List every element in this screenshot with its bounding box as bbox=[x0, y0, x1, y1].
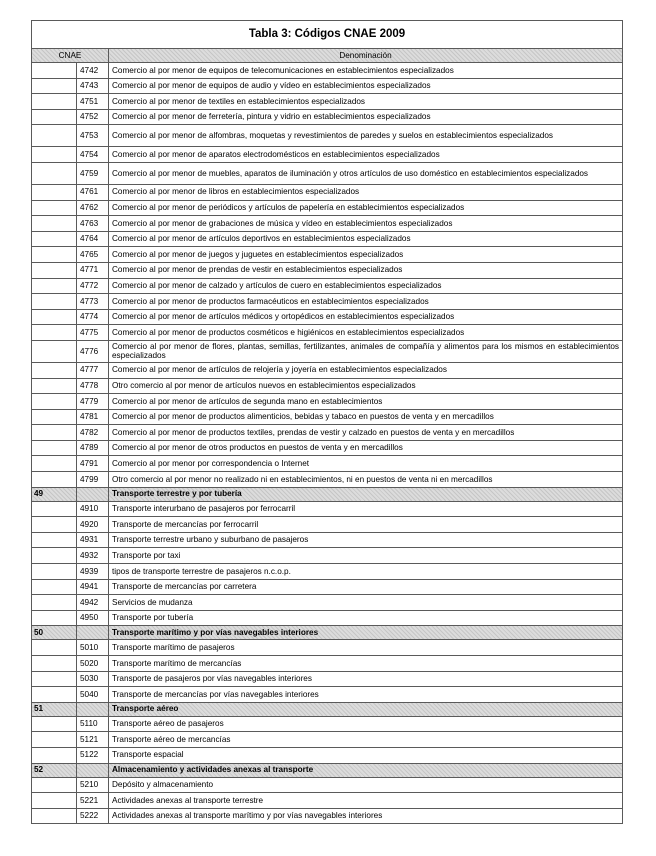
class-code: 5020 bbox=[77, 656, 109, 672]
class-code: 4764 bbox=[77, 231, 109, 247]
division-cell bbox=[32, 640, 77, 656]
division-cell bbox=[32, 278, 77, 294]
division-cell bbox=[32, 231, 77, 247]
division-code: 51 bbox=[32, 702, 77, 716]
table-row bbox=[32, 456, 623, 472]
class-description: Comercio al por menor de grabaciones de música y vídeo en establecimientos especializados bbox=[109, 216, 623, 232]
division-code: 50 bbox=[32, 626, 77, 640]
class-description: Comercio al por menor de calzado y artículos de cuero en establecimientos especializados bbox=[109, 278, 623, 294]
division-name: Transporte aéreo bbox=[109, 702, 623, 716]
class-description: Servicios de mudanza bbox=[109, 595, 623, 611]
class-code: 4910 bbox=[77, 501, 109, 517]
division-cell bbox=[32, 247, 77, 263]
class-description: Actividades anexas al transporte marítimo y por vías navegables interiores bbox=[109, 808, 623, 824]
division-cell bbox=[32, 294, 77, 310]
table-row bbox=[32, 378, 623, 394]
class-code: 4762 bbox=[77, 200, 109, 216]
group-row bbox=[32, 487, 623, 501]
class-description: Transporte por taxi bbox=[109, 548, 623, 564]
class-code: 4759 bbox=[77, 162, 109, 184]
division-code-empty bbox=[77, 626, 109, 640]
division-cell bbox=[32, 777, 77, 793]
table-row bbox=[32, 501, 623, 517]
table-row bbox=[32, 325, 623, 341]
group-row bbox=[32, 763, 623, 777]
division-cell bbox=[32, 564, 77, 580]
table-row bbox=[32, 793, 623, 809]
class-code: 4779 bbox=[77, 394, 109, 410]
class-code: 4753 bbox=[77, 125, 109, 147]
table-row bbox=[32, 687, 623, 703]
class-description: Transporte de mercancías por ferrocarril bbox=[109, 517, 623, 533]
class-code: 5010 bbox=[77, 640, 109, 656]
division-cell bbox=[32, 378, 77, 394]
division-cell bbox=[32, 200, 77, 216]
class-code: 4939 bbox=[77, 564, 109, 580]
class-code: 4773 bbox=[77, 294, 109, 310]
class-code: 4754 bbox=[77, 147, 109, 163]
class-code: 4791 bbox=[77, 456, 109, 472]
class-code: 4776 bbox=[77, 340, 109, 362]
division-cell bbox=[32, 656, 77, 672]
class-description: Comercio al por menor de productos textiles, prendas de vestir y calzado en puestos de venta y en mercadillos bbox=[109, 425, 623, 441]
division-cell bbox=[32, 216, 77, 232]
class-code: 4742 bbox=[77, 63, 109, 79]
class-description: Comercio al por menor de otros productos en puestos de venta y en mercadillos bbox=[109, 440, 623, 456]
header-row bbox=[32, 49, 623, 63]
class-code: 4778 bbox=[77, 378, 109, 394]
table-row bbox=[32, 671, 623, 687]
division-cell bbox=[32, 63, 77, 79]
class-code: 4775 bbox=[77, 325, 109, 341]
class-code: 5121 bbox=[77, 732, 109, 748]
class-code: 4752 bbox=[77, 109, 109, 125]
table-row bbox=[32, 595, 623, 611]
division-cell bbox=[32, 595, 77, 611]
table-row bbox=[32, 262, 623, 278]
division-cell bbox=[32, 548, 77, 564]
class-description: Transporte terrestre urbano y suburbano de pasajeros bbox=[109, 532, 623, 548]
class-description: Depósito y almacenamiento bbox=[109, 777, 623, 793]
document-page bbox=[31, 20, 622, 824]
class-description: Transporte interurbano de pasajeros por ferrocarril bbox=[109, 501, 623, 517]
division-cell bbox=[32, 747, 77, 763]
class-code: 4765 bbox=[77, 247, 109, 263]
group-row bbox=[32, 626, 623, 640]
table-row bbox=[32, 532, 623, 548]
division-cell bbox=[32, 78, 77, 94]
division-cell bbox=[32, 394, 77, 410]
division-cell bbox=[32, 325, 77, 341]
division-cell bbox=[32, 109, 77, 125]
class-description: Transporte espacial bbox=[109, 747, 623, 763]
division-code: 49 bbox=[32, 487, 77, 501]
division-cell bbox=[32, 440, 77, 456]
header-cnae: CNAE bbox=[32, 49, 109, 63]
class-code: 4743 bbox=[77, 78, 109, 94]
class-description: Actividades anexas al transporte terrestre bbox=[109, 793, 623, 809]
division-cell bbox=[32, 456, 77, 472]
division-cell bbox=[32, 532, 77, 548]
class-description: Transporte de pasajeros por vías navegables interiores bbox=[109, 671, 623, 687]
division-name: Transporte terrestre y por tubería bbox=[109, 487, 623, 501]
class-description: Comercio al por menor de artículos de relojería y joyería en establecimientos especializados bbox=[109, 362, 623, 378]
class-code: 4781 bbox=[77, 409, 109, 425]
class-code: 5221 bbox=[77, 793, 109, 809]
division-name: Almacenamiento y actividades anexas al transporte bbox=[109, 763, 623, 777]
class-description: Comercio al por menor de libros en establecimientos especializados bbox=[109, 184, 623, 200]
division-cell bbox=[32, 147, 77, 163]
class-description: Transporte de mercancías por carretera bbox=[109, 579, 623, 595]
class-description: Transporte por tubería bbox=[109, 610, 623, 626]
table-row bbox=[32, 63, 623, 79]
class-code: 4761 bbox=[77, 184, 109, 200]
table-row bbox=[32, 200, 623, 216]
division-cell bbox=[32, 501, 77, 517]
table-row bbox=[32, 184, 623, 200]
class-description: Transporte marítimo de pasajeros bbox=[109, 640, 623, 656]
class-code: 4772 bbox=[77, 278, 109, 294]
class-description: Comercio al por menor de ferretería, pintura y vidrio en establecimientos especializados bbox=[109, 109, 623, 125]
division-cell bbox=[32, 732, 77, 748]
table-row bbox=[32, 231, 623, 247]
class-description: Comercio al por menor de artículos de segunda mano en establecimientos bbox=[109, 394, 623, 410]
cnae-table bbox=[31, 20, 623, 824]
table-row bbox=[32, 216, 623, 232]
division-cell bbox=[32, 610, 77, 626]
division-cell bbox=[32, 808, 77, 824]
table-row bbox=[32, 125, 623, 147]
class-code: 4789 bbox=[77, 440, 109, 456]
class-description: Transporte aéreo de pasajeros bbox=[109, 716, 623, 732]
table-row bbox=[32, 340, 623, 362]
table-row bbox=[32, 278, 623, 294]
class-code: 4799 bbox=[77, 472, 109, 488]
class-description: Otro comercio al por menor de artículos nuevos en establecimientos especializados bbox=[109, 378, 623, 394]
table-row bbox=[32, 548, 623, 564]
division-cell bbox=[32, 362, 77, 378]
division-cell bbox=[32, 517, 77, 533]
class-description: tipos de transporte terrestre de pasajeros n.c.o.p. bbox=[109, 564, 623, 580]
table-row bbox=[32, 640, 623, 656]
class-code: 5040 bbox=[77, 687, 109, 703]
division-cell bbox=[32, 162, 77, 184]
class-description: Comercio al por menor de prendas de vestir en establecimientos especializados bbox=[109, 262, 623, 278]
class-code: 4771 bbox=[77, 262, 109, 278]
table-row bbox=[32, 147, 623, 163]
table-row bbox=[32, 309, 623, 325]
division-code-empty bbox=[77, 763, 109, 777]
class-code: 4942 bbox=[77, 595, 109, 611]
class-code: 4774 bbox=[77, 309, 109, 325]
table-row bbox=[32, 564, 623, 580]
class-code: 5222 bbox=[77, 808, 109, 824]
table-row bbox=[32, 777, 623, 793]
group-row bbox=[32, 702, 623, 716]
table-row bbox=[32, 579, 623, 595]
class-description: Comercio al por menor de textiles en establecimientos especializados bbox=[109, 94, 623, 110]
table-row bbox=[32, 409, 623, 425]
class-description: Comercio al por menor de flores, plantas, semillas, fertilizantes, animales de compañía y alimentos para los mismos en establecimientos especializados bbox=[109, 340, 623, 362]
class-code: 5110 bbox=[77, 716, 109, 732]
class-code: 5030 bbox=[77, 671, 109, 687]
division-cell bbox=[32, 425, 77, 441]
table-row bbox=[32, 472, 623, 488]
class-code: 4920 bbox=[77, 517, 109, 533]
division-cell bbox=[32, 409, 77, 425]
class-description: Comercio al por menor de periódicos y artículos de papelería en establecimientos especializados bbox=[109, 200, 623, 216]
division-cell bbox=[32, 472, 77, 488]
class-description: Comercio al por menor de productos alimenticios, bebidas y tabaco en puestos de venta y en mercadillos bbox=[109, 409, 623, 425]
class-description: Transporte aéreo de mercancías bbox=[109, 732, 623, 748]
table-row bbox=[32, 656, 623, 672]
class-code: 4777 bbox=[77, 362, 109, 378]
class-description: Comercio al por menor de equipos de audio y vídeo en establecimientos especializados bbox=[109, 78, 623, 94]
class-code: 4751 bbox=[77, 94, 109, 110]
class-description: Comercio al por menor de productos cosméticos e higiénicos en establecimientos especializados bbox=[109, 325, 623, 341]
table-row bbox=[32, 440, 623, 456]
class-code: 4763 bbox=[77, 216, 109, 232]
table-row bbox=[32, 362, 623, 378]
division-cell bbox=[32, 184, 77, 200]
table-row bbox=[32, 294, 623, 310]
class-description: Transporte de mercancías por vías navegables interiores bbox=[109, 687, 623, 703]
table-row bbox=[32, 78, 623, 94]
division-cell bbox=[32, 262, 77, 278]
table-row bbox=[32, 109, 623, 125]
class-description: Otro comercio al por menor no realizado ni en establecimientos, ni en puestos de venta ni en mercadillos bbox=[109, 472, 623, 488]
table-row bbox=[32, 247, 623, 263]
division-cell bbox=[32, 671, 77, 687]
title-row bbox=[32, 21, 623, 49]
division-code: 52 bbox=[32, 763, 77, 777]
table-row bbox=[32, 716, 623, 732]
table-title: Tabla 3: Códigos CNAE 2009 bbox=[32, 21, 623, 49]
class-code: 5210 bbox=[77, 777, 109, 793]
class-description: Transporte marítimo de mercancías bbox=[109, 656, 623, 672]
class-code: 4950 bbox=[77, 610, 109, 626]
class-description: Comercio al por menor por correspondencia o Internet bbox=[109, 456, 623, 472]
division-cell bbox=[32, 579, 77, 595]
table-row bbox=[32, 425, 623, 441]
class-code: 4932 bbox=[77, 548, 109, 564]
class-description: Comercio al por menor de equipos de telecomunicaciones en establecimientos especializados bbox=[109, 63, 623, 79]
table-row bbox=[32, 517, 623, 533]
division-name: Transporte marítimo y por vías navegables interiores bbox=[109, 626, 623, 640]
division-code-empty bbox=[77, 487, 109, 501]
class-description: Comercio al por menor de productos farmacéuticos en establecimientos especializados bbox=[109, 294, 623, 310]
class-description: Comercio al por menor de juegos y juguetes en establecimientos especializados bbox=[109, 247, 623, 263]
division-cell bbox=[32, 340, 77, 362]
table-row bbox=[32, 747, 623, 763]
division-cell bbox=[32, 309, 77, 325]
table-row bbox=[32, 732, 623, 748]
division-cell bbox=[32, 716, 77, 732]
table-row bbox=[32, 808, 623, 824]
class-description: Comercio al por menor de muebles, aparatos de iluminación y otros artículos de uso doméstico en establecimientos especializados bbox=[109, 162, 623, 184]
table-row bbox=[32, 162, 623, 184]
division-cell bbox=[32, 793, 77, 809]
cnae-table-body bbox=[32, 21, 623, 824]
class-code: 4782 bbox=[77, 425, 109, 441]
division-cell bbox=[32, 687, 77, 703]
class-code: 4941 bbox=[77, 579, 109, 595]
class-code: 5122 bbox=[77, 747, 109, 763]
class-description: Comercio al por menor de artículos deportivos en establecimientos especializados bbox=[109, 231, 623, 247]
division-cell bbox=[32, 94, 77, 110]
table-row bbox=[32, 94, 623, 110]
division-code-empty bbox=[77, 702, 109, 716]
class-description: Comercio al por menor de artículos médicos y ortopédicos en establecimientos especializados bbox=[109, 309, 623, 325]
header-denominacion: Denominación bbox=[109, 49, 623, 63]
table-row bbox=[32, 394, 623, 410]
table-row bbox=[32, 610, 623, 626]
class-description: Comercio al por menor de aparatos electrodomésticos en establecimientos especializados bbox=[109, 147, 623, 163]
class-code: 4931 bbox=[77, 532, 109, 548]
class-description: Comercio al por menor de alfombras, moquetas y revestimientos de paredes y suelos en establecimientos especializados bbox=[109, 125, 623, 147]
division-cell bbox=[32, 125, 77, 147]
